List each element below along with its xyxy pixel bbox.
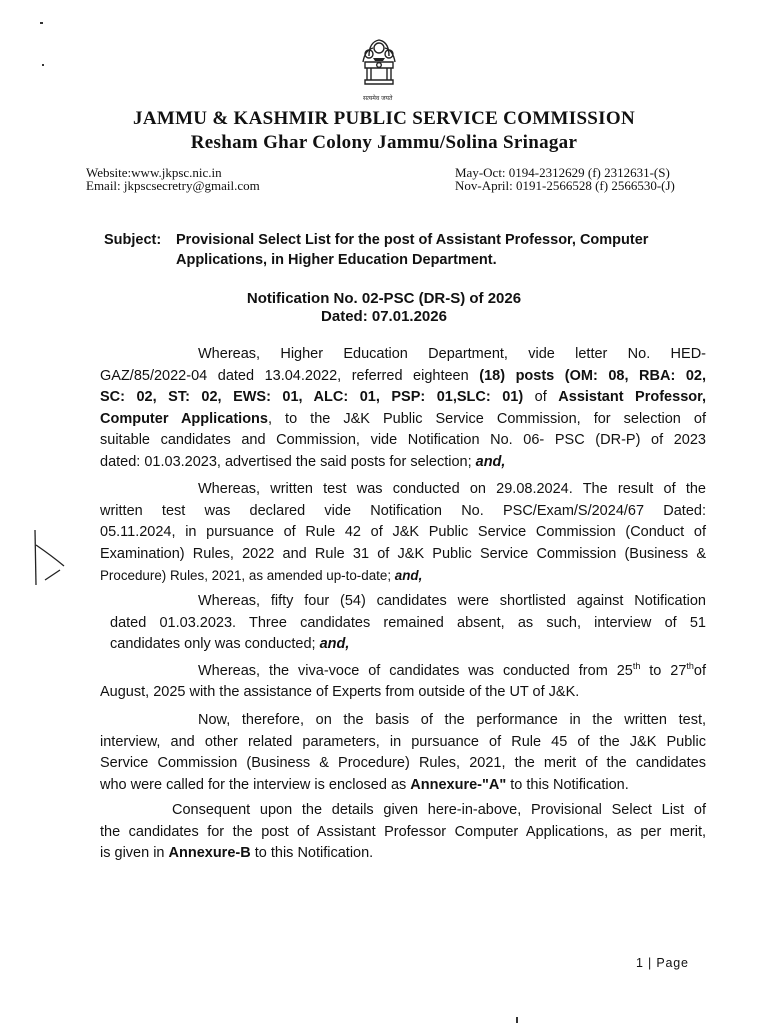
p2-line-1: Whereas, written test was conducted on 29.08.2024. The result of the xyxy=(198,481,706,497)
p1-line-6: dated: 01.03.2023, advertised the said posts for selection; and, xyxy=(100,453,506,470)
p3-line-1: Whereas, fifty four (54) candidates were shortlisted against Notification xyxy=(198,593,706,609)
p4-line-2: August, 2025 with the assistance of Experts from outside of the UT of J&K. xyxy=(100,684,580,701)
notification-date: Dated: 07.01.2026 xyxy=(321,308,447,325)
email: Email: jkpscsecretry@gmail.com xyxy=(86,178,260,193)
p6-line-2: the candidates for the post of Assistant Professor Computer Applications, as per merit, xyxy=(100,823,706,840)
p2-line-5: Procedure) Rules, 2021, as amended up-to-date; and, xyxy=(100,568,423,584)
stray-dots xyxy=(40,22,518,1023)
p5-line-1: Now, therefore, on the basis of the performance in the written test, xyxy=(198,712,706,728)
p1-line-3: SC: 02, ST: 02, EWS: 01, ALC: 01, PSP: 01,SLC: 01) of Assistant Professor, xyxy=(100,389,706,406)
p2-line-3: 05.11.2024, in pursuance of Rule 42 of J&K Public Service Commission (Conduct of xyxy=(100,524,706,541)
notification-number: Notification No. 02-PSC (DR-S) of 2026 xyxy=(246,290,522,307)
phone-nov-april: Nov-April: 0191-2566528 (f) 2566530-(J) xyxy=(455,178,675,193)
website: Website:www.jkpsc.nic.in xyxy=(86,165,222,180)
emblem-motto: सत्यमेव जयते xyxy=(363,95,393,102)
subject-label: Subject: xyxy=(104,232,162,248)
subject-line-2: Applications, in Higher Education Department. xyxy=(176,252,497,268)
handwritten-tick-icon xyxy=(35,530,64,585)
p2-line-4: Examination) Rules, 2022 and Rule 31 of J&K Public Service Commission (Business & xyxy=(100,545,706,562)
p5-line-4: who were called for the interview is enclosed as Annexure-"A" to this Notification. xyxy=(100,776,629,793)
p3-line-2: dated 01.03.2023. Three candidates remained absent, as such, interview of 51 xyxy=(110,614,706,631)
p1-line-4: Computer Applications, to the J&K Public Service Commission, for selection of xyxy=(100,410,706,427)
p2-line-2: written test was declared vide Notification No. PSC/Exam/S/2024/67 Dated: xyxy=(100,502,706,519)
phone-may-oct: May-Oct: 0194-2312629 (f) 2312631-(S) xyxy=(455,165,670,180)
page-number: 1 | Page xyxy=(636,956,689,970)
p6-line-1: Consequent upon the details given here-in-above, Provisional Select List of xyxy=(172,802,706,818)
p3-line-3: candidates only was conducted; and, xyxy=(110,636,350,653)
p1-line-1: Whereas, Higher Education Department, vide letter No. HED- xyxy=(198,346,706,362)
p1-line-2: GAZ/85/2022-04 dated 13.04.2022, referred eighteen (18) posts (OM: 08, RBA: 02, xyxy=(100,367,706,384)
p5-line-3: Service Commission (Business & Procedure) Rules, 2021, the merit of the candidates xyxy=(100,755,706,772)
p1-line-5: suitable candidates and Commission, vide Notification No. 06- PSC (DR-P) of 2023 xyxy=(100,432,706,449)
org-address: Resham Ghar Colony Jammu/Solina Srinagar xyxy=(190,132,578,153)
p5-line-2: interview, and other related parameters, in pursuance of Rule 45 of the J&K Public xyxy=(100,733,706,750)
org-name: JAMMU & KASHMIR PUBLIC SERVICE COMMISSION xyxy=(133,108,635,129)
p4-line-1: Whereas, the viva-voce of candidates was conducted from 25th to 27thof xyxy=(198,661,707,679)
subject-line-1: Provisional Select List for the post of Assistant Professor, Computer xyxy=(176,232,649,248)
p6-line-3: is given in Annexure-B to this Notification. xyxy=(100,845,374,862)
